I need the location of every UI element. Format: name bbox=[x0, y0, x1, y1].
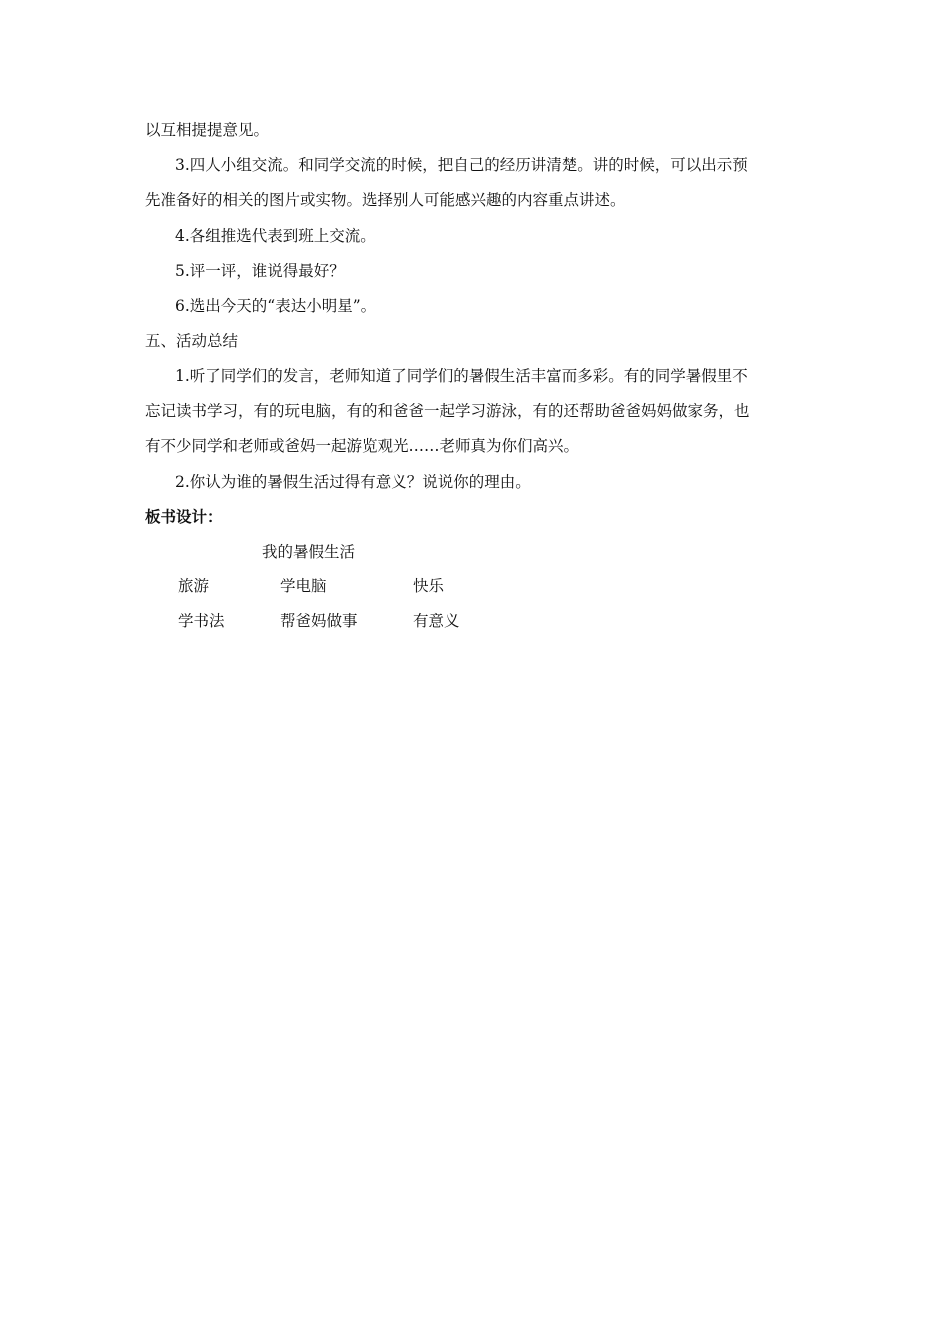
section-heading: 五、活动总结 bbox=[145, 332, 239, 350]
paragraph-line: 有不少同学和老师或爸妈一起游览观光……老师真为你们高兴。 bbox=[145, 437, 580, 455]
paragraph-line: 3.四人小组交流。和同学交流的时候，把自己的经历讲清楚。讲的时候，可以出示预 bbox=[175, 156, 748, 174]
board-cell: 帮爸妈做事 bbox=[280, 612, 358, 630]
paragraph-line: 5.评一评，谁说得最好？ bbox=[175, 262, 345, 280]
paragraph-line: 1.听了同学们的发言，老师知道了同学们的暑假生活丰富而多彩。有的同学暑假里不 bbox=[175, 367, 748, 385]
paragraph-line: 以互相提提意见。 bbox=[145, 121, 270, 139]
board-cell: 旅游 bbox=[178, 577, 210, 595]
board-cell: 快乐 bbox=[413, 577, 445, 595]
board-cell: 学电脑 bbox=[280, 577, 327, 595]
paragraph-line: 4.各组推选代表到班上交流。 bbox=[175, 227, 376, 245]
board-cell: 学书法 bbox=[178, 612, 225, 630]
paragraph-line: 2.你认为谁的暑假生活过得有意义？说说你的理由。 bbox=[175, 473, 531, 491]
board-cell: 有意义 bbox=[413, 612, 460, 630]
paragraph-line: 先准备好的相关的图片或实物。选择别人可能感兴趣的内容重点讲述。 bbox=[145, 191, 626, 209]
board-design-title: 我的暑假生活 bbox=[262, 543, 356, 561]
paragraph-line: 忘记读书学习，有的玩电脑，有的和爸爸一起学习游泳，有的还帮助爸爸妈妈做家务，也 bbox=[145, 402, 750, 420]
board-design-heading: 板书设计： bbox=[145, 507, 223, 526]
paragraph-line: 6.选出今天的“表达小明星”。 bbox=[175, 297, 377, 315]
